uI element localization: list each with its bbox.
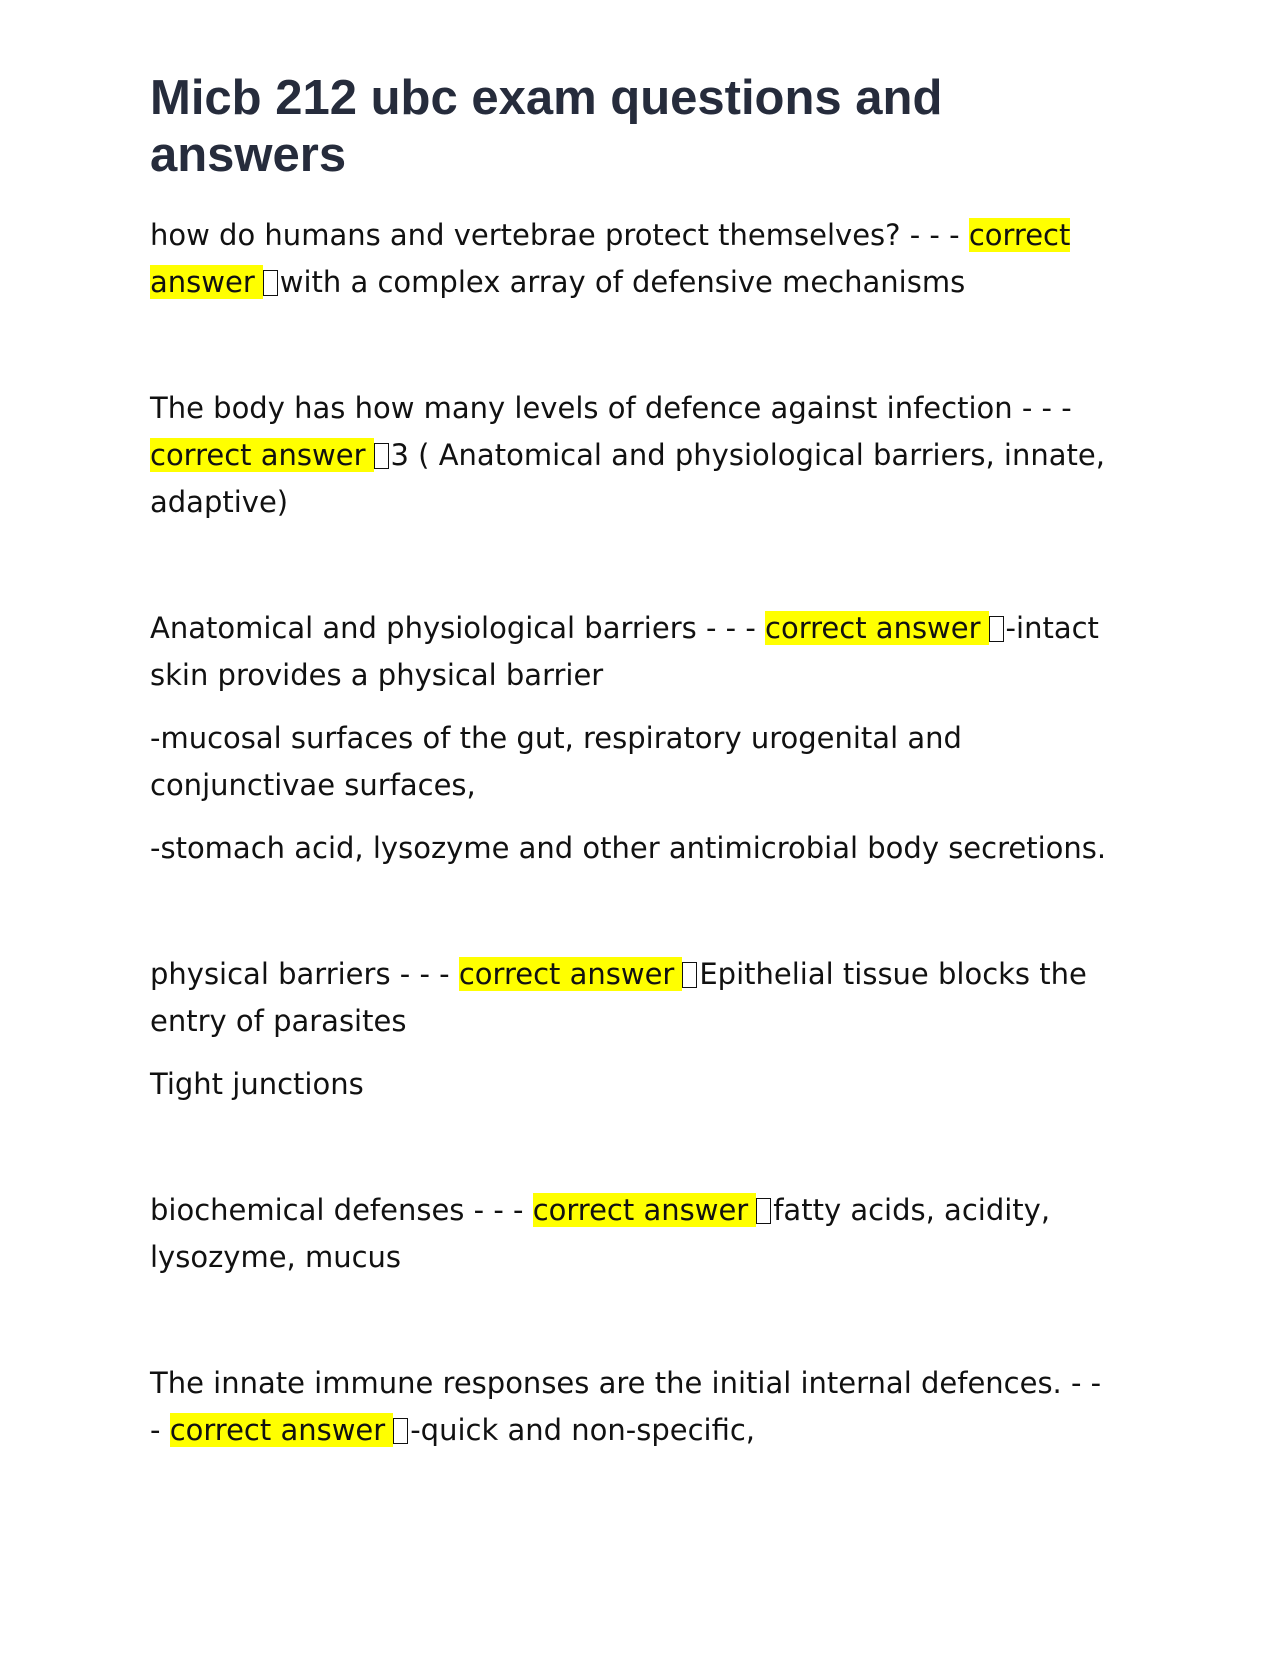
question-text: biochemical defenses <box>150 1193 465 1227</box>
answer-text: Epithelial tissue blocks the entry of parasites <box>150 957 1087 1038</box>
question-text: how do humans and vertebrae protect themselves? <box>150 218 901 252</box>
separator: - - - <box>464 1193 533 1227</box>
missing-glyph-box-icon <box>374 443 389 469</box>
missing-glyph-box-icon <box>989 616 1004 642</box>
qa-entry <box>150 212 1110 306</box>
correct-answer-label: correct answer <box>150 438 374 472</box>
question-text: The innate immune responses are the initial internal defences. <box>150 1366 1062 1400</box>
answer-text: -quick and non-specific, <box>410 1413 756 1447</box>
qa-entry <box>150 951 1110 1045</box>
missing-glyph-box-icon <box>682 962 697 988</box>
missing-glyph-box-icon <box>263 270 278 296</box>
question-text: The body has how many levels of defence against infection <box>150 391 1013 425</box>
answer-text: -intact skin provides a physical barrier <box>150 611 1099 692</box>
missing-glyph-box-icon <box>393 1418 408 1444</box>
document-title: Micb 212 ubc exam questions and answers <box>150 71 943 182</box>
answer-text: 3 ( Anatomical and physiological barriers, innate, adaptive) <box>150 438 1105 519</box>
correct-answer-label: correct answer <box>150 218 1071 299</box>
answer-continuation: -stomach acid, lysozyme and other antimicrobial body secretions. <box>150 831 1107 865</box>
answer-text: fatty acids, acidity, lysozyme, mucus <box>150 1193 1051 1274</box>
correct-answer-label: correct answer <box>459 957 683 991</box>
separator: - - - <box>1012 391 1072 425</box>
question-text: Anatomical and physiological barriers <box>150 611 697 645</box>
qa-entry <box>150 385 1110 526</box>
answer-text: with a complex array of defensive mechanisms <box>279 265 966 299</box>
answer-continuation: -mucosal surfaces of the gut, respiratory urogenital and conjunctivae surfaces, <box>150 721 962 802</box>
separator: - - - <box>390 957 459 991</box>
separator: - - - <box>696 611 766 645</box>
qa-entry <box>150 1187 1110 1281</box>
correct-answer-label: correct answer <box>533 1193 757 1227</box>
document-page <box>150 70 1110 1454</box>
question-text: physical barriers <box>150 957 391 991</box>
correct-answer-label: correct answer <box>765 611 989 645</box>
qa-entry <box>150 605 1110 699</box>
separator: - - - <box>900 218 969 252</box>
correct-answer-label: correct answer <box>170 1413 394 1447</box>
missing-glyph-box-icon <box>756 1198 771 1224</box>
answer-continuation: Tight junctions <box>150 1067 364 1101</box>
separator: - - - <box>150 1366 1102 1447</box>
qa-entry <box>150 1360 1110 1454</box>
